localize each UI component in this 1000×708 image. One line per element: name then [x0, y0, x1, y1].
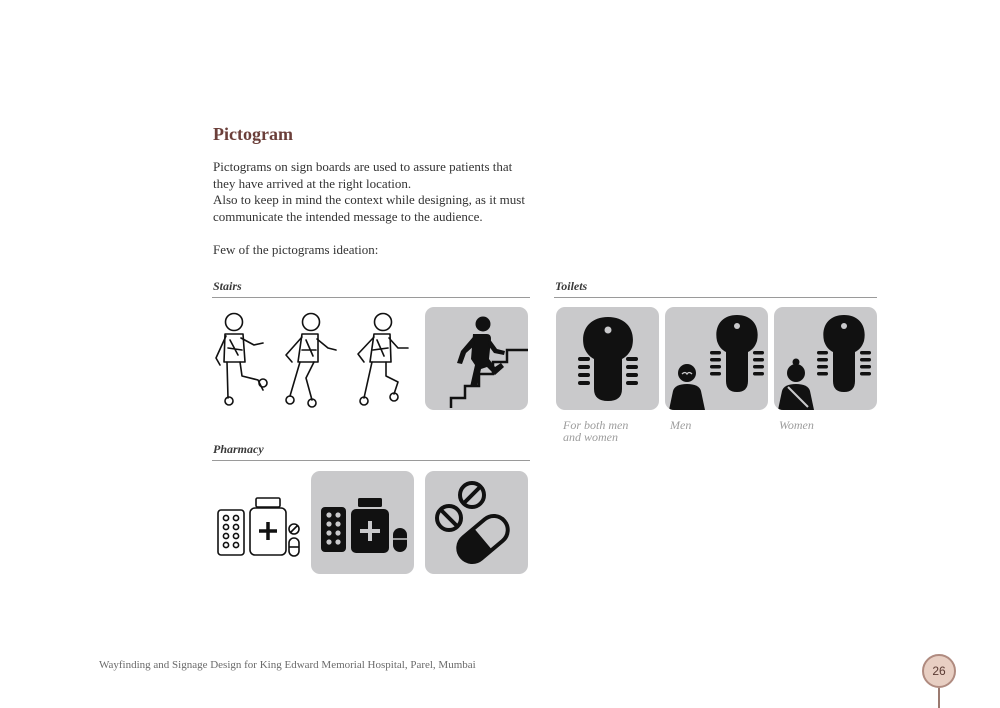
footer-text: Wayfinding and Signage Design for King Edward Memorial Hospital, Parel, Mumbai [99, 659, 476, 671]
men-toilet-icon [665, 307, 768, 410]
caption-women: Women [779, 418, 814, 432]
medicine-outline-icon [216, 494, 302, 558]
section-divider [212, 297, 530, 298]
unisex-toilet-icon [556, 307, 659, 410]
intro-line: Pictograms on sign boards are used to assure patients that [213, 159, 513, 174]
pills-icon [425, 471, 528, 574]
section-label-pharmacy: Pharmacy [213, 442, 264, 456]
caption-line: and women [563, 430, 618, 444]
page-number-badge: 26 [922, 654, 956, 688]
walking-figure-sketch-icon [350, 310, 412, 410]
caption-men: Men [670, 418, 692, 432]
caption-line: For both men [563, 418, 629, 432]
medicine-filled-icon [311, 471, 414, 574]
caption-unisex [563, 419, 628, 443]
intro-few-line: Few of the pictograms ideation: [213, 241, 379, 257]
section-divider [212, 460, 530, 461]
intro-line: Also to keep in mind the context while designing, as it must [213, 192, 525, 208]
section-divider [554, 297, 877, 298]
walking-figure-sketch-icon [278, 310, 340, 410]
intro-line: communicate the intended message to the audience. [213, 208, 483, 224]
page-badge-stem [938, 688, 940, 708]
section-label-stairs: Stairs [213, 279, 242, 293]
intro-text [213, 159, 543, 259]
intro-line: they have arrived at the right location. [213, 175, 412, 191]
women-toilet-icon [774, 307, 877, 410]
page-title: Pictogram [213, 124, 293, 144]
walking-figure-sketch-icon [208, 310, 270, 410]
section-label-toilets: Toilets [555, 279, 588, 293]
stairs-climbing-icon [425, 307, 528, 410]
